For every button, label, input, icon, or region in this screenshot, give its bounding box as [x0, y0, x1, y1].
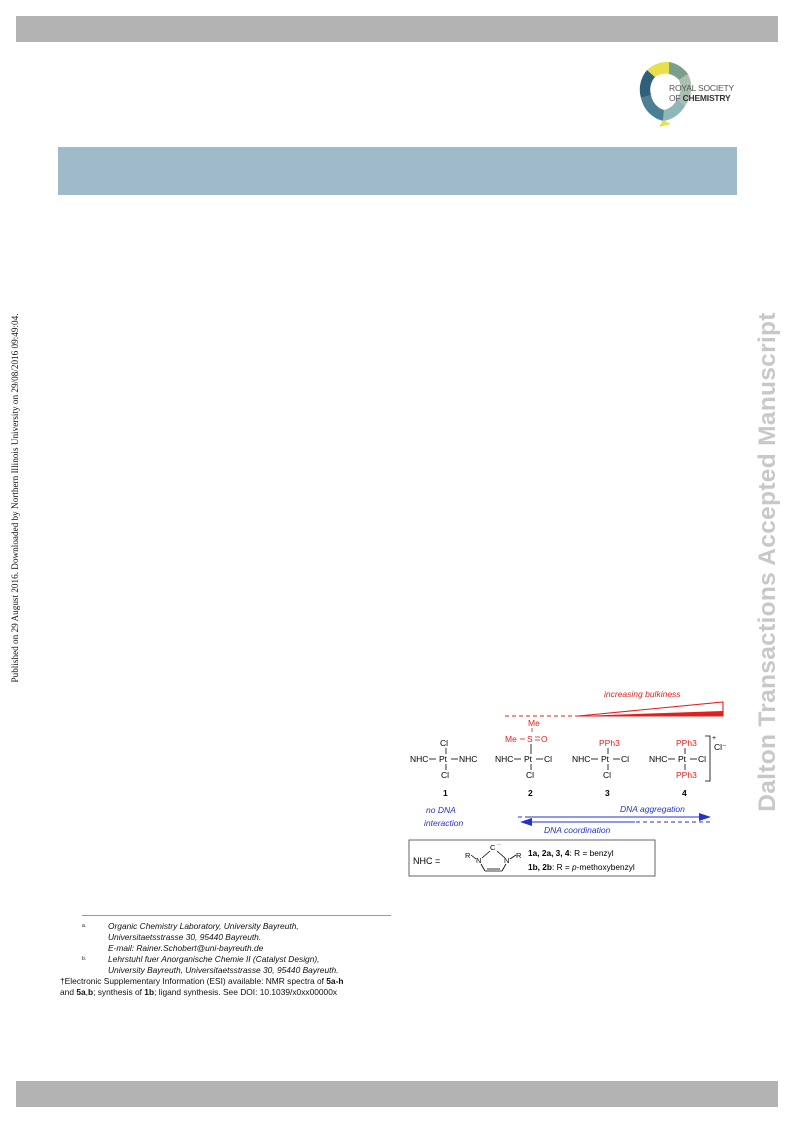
c3-top: PPh3: [599, 738, 620, 748]
publication-side-note-text: Published on 29 August 2016. Downloaded by Northern Illinois University on 29/08/2016 09:49:04.: [10, 313, 20, 683]
c2-left: NHC: [495, 754, 514, 764]
c4-metal: Pt: [678, 754, 687, 764]
esi-text-4: ; synthesis of: [93, 987, 145, 997]
c3-right: Cl: [621, 754, 630, 764]
no-dna-label-2: interaction: [424, 818, 464, 828]
esi-bold-2: 5a: [76, 987, 86, 997]
dna-coordination-label: DNA coordination: [544, 825, 611, 835]
c2-me-left: Me: [505, 734, 517, 744]
article-title-band: [58, 147, 737, 195]
c1-metal: Pt: [439, 754, 448, 764]
c1-number: 1: [443, 788, 448, 798]
no-dna-label-1: no DNA: [426, 805, 456, 815]
esi-bold-4: 1b: [144, 987, 155, 997]
bulkiness-label: increasing bulkiness: [604, 689, 681, 699]
c2-right: Cl: [544, 754, 553, 764]
c1-left: NHC: [410, 754, 429, 764]
watermark-text: Dalton Transactions Accepted Manuscript: [754, 312, 781, 812]
c1-right: NHC: [459, 754, 478, 764]
footer-bar: [16, 1081, 778, 1107]
c3-bottom: Cl: [603, 770, 612, 780]
compound-2: [495, 718, 552, 798]
dna-aggregation-arrow: [518, 813, 711, 821]
nhc-legend-box: [409, 840, 655, 876]
footnote-a-affiliation: Organic Chemistry Laboratory, University Bayreuth,: [108, 921, 299, 931]
ring-r2: R: [516, 851, 522, 860]
ring-c: C: [490, 843, 496, 852]
legend-a: [528, 848, 614, 858]
legend-b-p: p: [572, 862, 577, 872]
header-bar: [16, 16, 778, 42]
esi-text-2: and: [60, 987, 77, 997]
c4-top: PPh3: [676, 738, 697, 748]
ring-n1: N: [476, 856, 482, 865]
esi-text-3: ,: [85, 987, 88, 997]
c2-me-top: Me: [528, 718, 540, 728]
rsc-logo-chemistry: CHEMISTRY: [682, 93, 731, 103]
rsc-logo-text: [669, 83, 734, 103]
footnotes: [60, 915, 392, 998]
footnote-a-line1: [60, 921, 392, 932]
c3-metal: Pt: [601, 754, 610, 764]
c2-number: 2: [528, 788, 533, 798]
bulkiness-wedge: [505, 702, 723, 716]
c2-metal: Pt: [524, 754, 533, 764]
footnote-b-line1: [60, 954, 392, 965]
c3-left: NHC: [572, 754, 591, 764]
legend-b: [528, 862, 635, 872]
legend-b-r: : R =: [551, 862, 573, 872]
esi-bold-3: b: [87, 987, 94, 997]
c1-top: Cl: [440, 738, 449, 748]
footnote-b-affiliation: Lehrstuhl fuer Anorganische Chemie II (Catalyst Design),: [108, 954, 320, 964]
rsc-logo-line1: ROYAL SOCIETY: [669, 83, 734, 93]
legend-b-end: -methoxybenzyl: [576, 862, 635, 872]
c4-number: 4: [682, 788, 687, 798]
graphical-scheme: [405, 685, 733, 877]
legend-a-compounds: 1a, 2a, 3, 4: [528, 848, 570, 858]
esi-bold-1: 5a-h: [326, 976, 344, 986]
compound-4: [649, 735, 727, 798]
compound-1: [410, 738, 477, 798]
c4-counterion: Cl⁻: [714, 742, 727, 752]
footnote-a-mark: a.: [82, 923, 87, 929]
c4-right: Cl: [698, 754, 707, 764]
c2-o: O: [541, 734, 548, 744]
c4-bottom: PPh3: [676, 770, 697, 780]
c3-number: 3: [605, 788, 610, 798]
ring-r1: R: [465, 851, 471, 860]
esi-note: [60, 976, 392, 998]
compound-3: [572, 738, 629, 798]
c4-left: NHC: [649, 754, 668, 764]
footnote-a-line2: Universitaetsstrasse 30, 95440 Bayreuth.: [108, 932, 262, 942]
footnote-b-line2: University Bayreuth, Universitaetsstrasse 30, 95440 Bayreuth.: [108, 965, 339, 975]
c1-bottom: Cl: [441, 770, 450, 780]
footnote-a-email[interactable]: E-mail: Rainer.Schobert@uni-bayreuth.de: [108, 943, 264, 953]
nhc-equals: NHC =: [413, 856, 441, 866]
svg-text:··: ··: [497, 842, 501, 848]
c2-s: S: [527, 734, 533, 744]
legend-b-compounds: 1b, 2b: [528, 862, 552, 872]
esi-text-1: †Electronic Supplementary Information (ESI) available: NMR spectra of: [60, 976, 327, 986]
ring-n2: N: [504, 856, 510, 865]
footnote-b-mark: b.: [82, 956, 87, 962]
rsc-logo-of: OF: [669, 93, 681, 103]
legend-a-r: : R = benzyl: [569, 848, 614, 858]
c4-charge: +: [712, 735, 717, 742]
dna-aggregation-label: DNA aggregation: [620, 804, 685, 814]
esi-doi[interactable]: ; ligand synthesis. See DOI: 10.1039/x0xx00000x: [154, 987, 338, 997]
c2-bottom: Cl: [526, 770, 535, 780]
